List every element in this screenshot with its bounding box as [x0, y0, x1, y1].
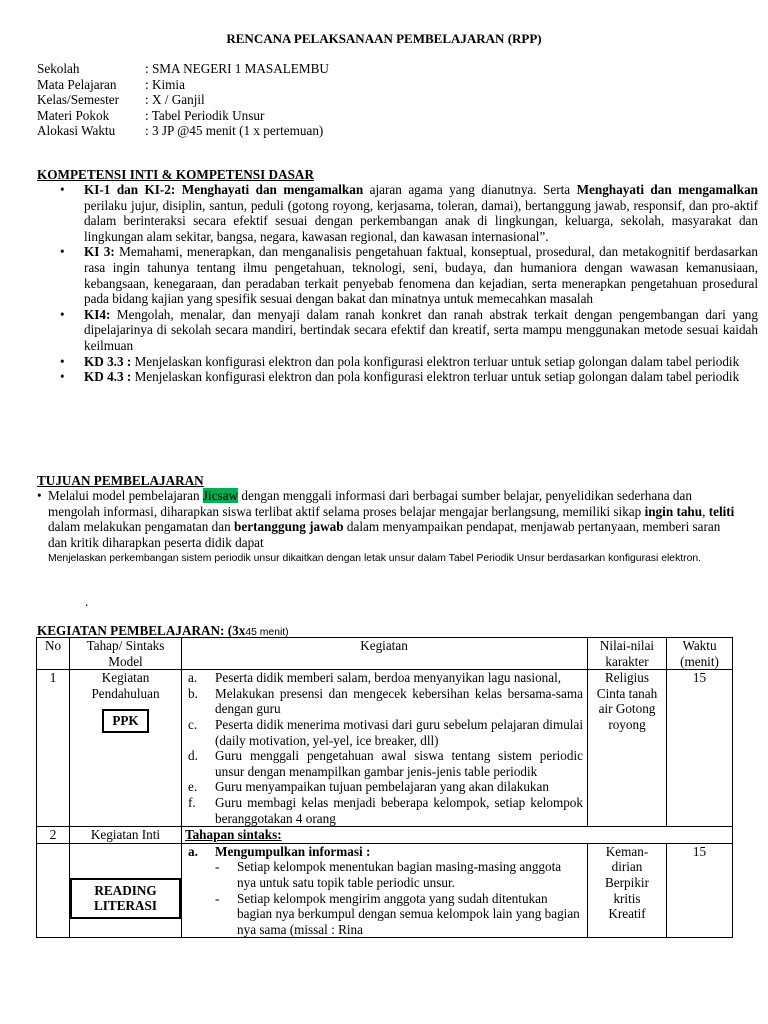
list-label: c. — [188, 716, 198, 732]
tujuan-text: dalam menyampaikan pendapat, menjawab pertanyaan, memberi saran dan kritik diharapkan peserta didik dapat — [48, 519, 721, 550]
ki-text: Memahami, menerapkan, dan menganalisis pengetahuan faktual, konseptual, prosedural, dan metakognitif berdasarkan rasa ingin tahunya tentang ilmu pengetahuan, teknologi, seni, budaya, dan humaniora dengan wawasan kemanusiaan, kebangsaan, kenegaraan, dan peradaban terkait penyebab fenomena dan kejadian, serta menerapkan pengetahuan prosedural pada bidang kajian yang spesifik sesuai dengan bakat dan minatnya untuk memecahkan masalah — [84, 244, 759, 307]
tujuan-text: Melalui model pembelajaran — [48, 488, 203, 503]
tujuan-item — [37, 488, 737, 550]
list-label: f. — [188, 794, 196, 810]
cell-waktu: 15 — [667, 670, 733, 827]
list-item — [185, 686, 583, 717]
tujuan-heading: TUJUAN PEMBELAJARAN — [37, 473, 204, 488]
table-row — [37, 670, 733, 827]
ki-bold-text: Menghayati dan mengamalkan — [175, 182, 364, 197]
header-kegiatan: Kegiatan — [182, 638, 588, 670]
identity-value: : SMA NEGERI 1 MASALEMBU — [145, 61, 329, 76]
page-title: RENCANA PELAKSANAAN PEMBELAJARAN (RPP) — [226, 31, 542, 46]
kegiatan-heading-text: KEGIATAN PEMBELAJARAN: (3x — [37, 623, 246, 638]
ki-text: perilaku jujur, disiplin, santun, peduli (gotong royong, kerjasama, toleran, damai), bertanggung jawab, responsif, dan pro-aktif dalam berinteraksi secara efektif sesuai dengan perkembangan anak di lingkungan, keluarga, sekolah, masyarakat dan lingkungan alam sekitar, bangsa, negara, kawasan regional, dan kawasan internasional”. — [84, 197, 758, 244]
identity-key: Alokasi Waktu — [37, 123, 116, 139]
table-row — [37, 843, 733, 938]
table-header-row — [37, 638, 733, 670]
list-item — [185, 779, 583, 795]
ki-bold-text: Menghayati dan mengamalkan — [576, 182, 759, 197]
ki-label: KD 4.3 : — [84, 369, 132, 385]
identity-value: : X / Ganjil — [145, 92, 205, 108]
list-item — [185, 844, 583, 860]
identity-row — [37, 123, 329, 139]
tujuan-bold: teliti — [708, 503, 735, 519]
ki-label: KI 3: — [84, 244, 115, 260]
list-label: b. — [188, 685, 198, 701]
list-text: Peserta didik memberi salam, berdoa menyanyikan lagu nasional, — [215, 670, 562, 686]
ki-item — [58, 354, 758, 370]
cell-nilai: Religius Cinta tanah air Gotong royong — [588, 670, 667, 827]
cell-kegiatan — [182, 827, 733, 844]
stray-dot: . — [85, 594, 89, 609]
ki-item — [58, 369, 758, 385]
list-item — [185, 670, 583, 686]
tujuan-text: dengan menggali informasi dari berbagai sumber belajar, penyelidikan sederhana dan mengolah informasi, diharapkan siswa terlibat aktif selama proses belajar mengajar berlangsung, memiliki sikap — [48, 488, 692, 519]
dash-item — [185, 859, 583, 890]
ki-heading: KOMPETENSI INTI & KOMPETENSI DASAR — [37, 167, 314, 182]
reading-literasi-box: READING LITERASI — [70, 878, 181, 919]
highlighted-text: Jicsaw — [202, 488, 239, 503]
ki-item — [58, 182, 758, 244]
ki-item — [58, 244, 758, 306]
ki-text: Menjelaskan konfigurasi elektron dan pola konfigurasi elektron terluar untuk setiap golongan dalam tabel periodik — [131, 369, 740, 385]
cell-nilai: Keman-dirian Berpikir kritis Kreatif — [588, 843, 667, 938]
list-text: Mengumpulkan informasi : — [215, 843, 371, 859]
identity-value: : Kimia — [145, 76, 185, 92]
ppk-box: PPK — [102, 709, 148, 733]
header-nilai: Nilai-nilai karakter — [588, 638, 667, 670]
kegiatan-table — [36, 637, 733, 938]
identity-key: Sekolah — [37, 61, 80, 76]
ki-label: KI-1 dan KI-2: — [84, 182, 176, 197]
cell-tahap — [70, 670, 182, 827]
cell-no: 2 — [37, 827, 70, 844]
header-tahap: Tahap/ Sintaks Model — [70, 638, 182, 670]
ki-label: KI4: — [84, 306, 111, 322]
identity-value: : 3 JP @45 menit (1 x pertemuan) — [145, 123, 324, 139]
ki-text: ajaran agama yang dianutnya. Serta — [363, 182, 577, 197]
ki-list — [58, 182, 758, 385]
tujuan-bold: bertanggung jawab — [234, 519, 344, 535]
list-text: Guru membagi kelas menjadi beberapa kelompok, setiap kelompok beranggotakan 4 orang — [215, 794, 583, 826]
identity-value: : Tabel Periodik Unsur — [145, 107, 265, 123]
list-text: Guru menyampaikan tujuan pembelajaran yang akan dilakukan — [215, 779, 549, 795]
identity-key: Mata Pelajaran — [37, 76, 117, 92]
tahap-label: Kegiatan Pendahuluan — [91, 670, 160, 701]
cell-tahap: Kegiatan Inti — [70, 827, 182, 844]
dash-text: Setiap kelompok mengirim anggota yang sudah ditentukan bagian nya berkumpul dengan semua kelompok lain yang bagian nya sama (missal : Rina — [237, 890, 580, 937]
identity-row — [37, 77, 329, 93]
header-waktu: Waktu (menit) — [667, 638, 733, 670]
list-label: e. — [188, 779, 198, 795]
cell-kegiatan — [182, 843, 588, 938]
sintaks-label: Tahapan sintaks: — [185, 827, 282, 843]
header-no: No — [37, 638, 70, 670]
list-label: a. — [188, 670, 198, 686]
dash-item — [185, 891, 583, 938]
list-item — [185, 748, 583, 779]
identity-row — [37, 108, 329, 124]
identity-block — [37, 61, 329, 139]
list-item — [185, 717, 583, 748]
list-label: d. — [188, 748, 198, 764]
list-label: a. — [188, 843, 198, 859]
cell-no: 1 — [37, 670, 70, 827]
tujuan-text: , — [702, 503, 709, 519]
dash-label: - — [215, 890, 220, 906]
tujuan-small-text: Menjelaskan perkembangan sistem periodik unsur dikaitkan dengan letak unsur dalam Tabel Periodik Unsur berdasarkan konfigurasi elektron. — [48, 553, 702, 565]
list-text: Guru menggali pengetahuan awal siswa tentang sistem periodic unsur dengan menampilkan gambar jenis-jenis table periodik — [215, 748, 583, 779]
cell-waktu: 15 — [667, 843, 733, 938]
cell-no — [37, 843, 70, 938]
tujuan-block — [37, 488, 737, 566]
tujuan-text: dalam melakukan pengamatan dan — [48, 519, 235, 535]
cell-kegiatan — [182, 670, 588, 827]
ki-label: KD 3.3 : — [84, 353, 132, 369]
kegiatan-heading-small: 45 menit) — [245, 627, 289, 638]
ki-item — [58, 307, 758, 354]
identity-row — [37, 61, 329, 77]
ki-text: Mengolah, menalar, dan menyaji dalam ranah konkret dan ranah abstrak terkait dengan pengembangan dari yang dipelajarinya di sekolah secara mandiri, bertindak secara efektif dan kreatif, serta mampu menggunakan metode sesuai kaidah keilmuan — [84, 306, 758, 353]
dash-text: Setiap kelompok menentukan bagian masing-masing anggota nya untuk satu topik table periodic unsur. — [237, 859, 562, 890]
list-item — [185, 795, 583, 826]
dash-label: - — [215, 859, 220, 875]
table-row — [37, 827, 733, 844]
ki-text: Menjelaskan konfigurasi elektron dan pola konfigurasi elektron terluar untuk setiap golongan dalam tabel periodik — [131, 353, 740, 369]
identity-key: Kelas/Semester — [37, 92, 120, 108]
tujuan-bold: ingin tahu — [644, 503, 703, 519]
identity-key: Materi Pokok — [37, 107, 110, 123]
identity-row — [37, 92, 329, 108]
list-text: Peserta didik menerima motivasi dari guru sebelum pelajaran dimulai (daily motivation, yel-yel, ice breaker, dll) — [215, 716, 583, 748]
list-text: Melakukan presensi dan mengecek kebersihan kelas bersama-sama dengan guru — [215, 685, 583, 717]
cell-tahap — [70, 843, 182, 938]
